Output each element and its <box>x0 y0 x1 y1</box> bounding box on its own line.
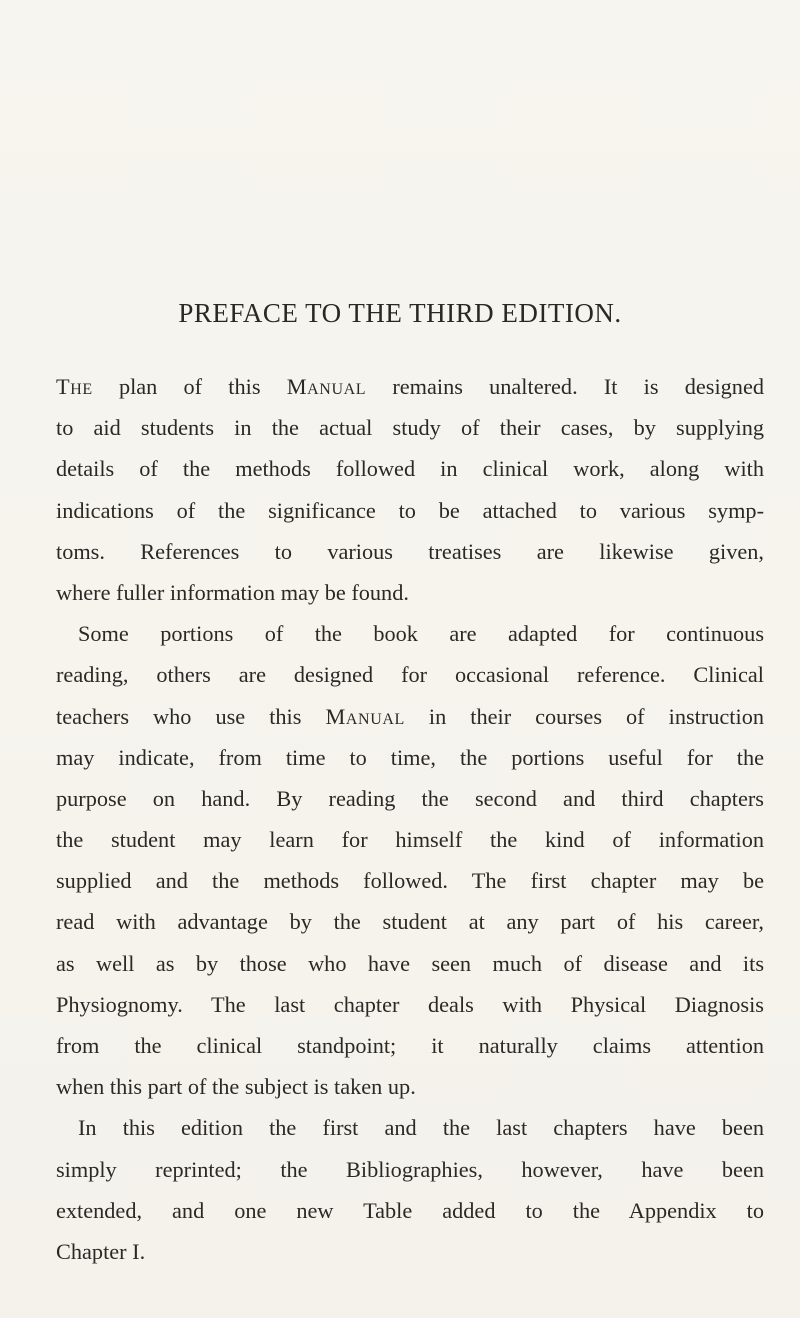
text-line: simply reprinted; the Bibliographies, however, have been <box>56 1156 764 1182</box>
text-line: The plan of this Manual remains unaltered. It is designed <box>56 374 764 399</box>
text-line: to aid students in the actual study of their cases, by supplying <box>56 415 764 441</box>
text-line: In this edition the first and the last chapters have been <box>78 1115 764 1141</box>
text-line: teachers who use this Manual in their courses of instruction <box>56 703 764 729</box>
text-line: purpose on hand. By reading the second and third chapters <box>56 785 764 811</box>
text-line: Physiognomy. The last chapter deals with Physical Diagnosis <box>56 991 764 1017</box>
preface-heading: PREFACE TO THE THIRD EDITION. <box>178 298 622 328</box>
text-line: read with advantage by the student at any part of his career, <box>56 909 764 935</box>
text-line: Some portions of the book are adapted for continuous <box>78 621 764 647</box>
text-line: as well as by those who have seen much of disease and its <box>56 950 764 976</box>
text-line: Chapter I. <box>56 1238 146 1264</box>
text-line: details of the methods followed in clinical work, along with <box>56 456 764 482</box>
text-line: where fuller information may be found. <box>56 579 409 605</box>
text-line: from the clinical standpoint; it naturally claims attention <box>56 1033 764 1058</box>
text-line: indications of the significance to be attached to various symp- <box>56 497 764 523</box>
text-line: when this part of the subject is taken up. <box>56 1074 416 1100</box>
text-line: reading, others are designed for occasional reference. Clinical <box>56 662 764 688</box>
text-line: toms. References to various treatises are likewise given, <box>56 538 764 564</box>
preface-body <box>56 366 764 1272</box>
text-line: the student may learn for himself the kind of information <box>56 827 764 853</box>
text-line: may indicate, from time to time, the portions useful for the <box>56 744 764 770</box>
text-line: extended, and one new Table added to the Appendix to <box>56 1197 764 1223</box>
text-line: supplied and the methods followed. The first chapter may be <box>56 868 764 894</box>
